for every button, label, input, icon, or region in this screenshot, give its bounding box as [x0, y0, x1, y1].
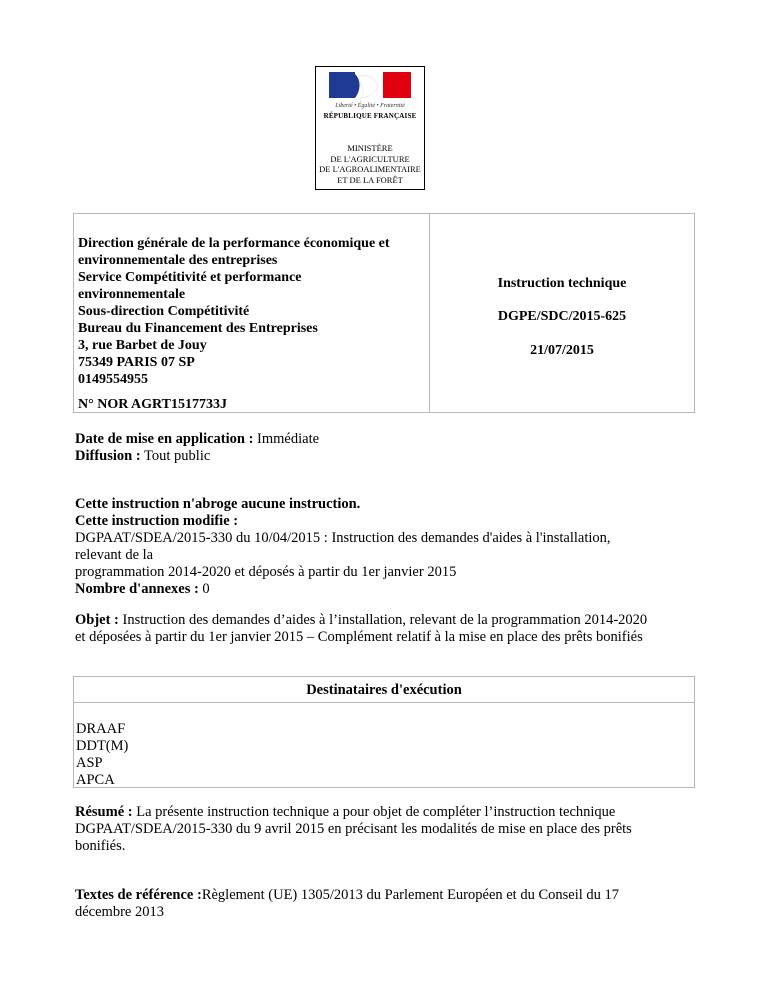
- ministry-line: ET DE LA FORÊT: [337, 174, 403, 185]
- objet-line: Objet : Instruction des demandes d’aides à l’installation, relevant de la programmation 2014-2020: [75, 612, 648, 628]
- ministry-line: DE L'AGRICULTURE: [330, 153, 410, 164]
- modifie-line: relevant de la: [75, 547, 154, 563]
- list-item: DDT(M): [76, 738, 129, 754]
- destinataires-list: [76, 721, 128, 789]
- list-item: DRAAF: [76, 721, 126, 737]
- textes-line: Textes de référence :Règlement (UE) 1305/2013 du Parlement Européen et du Conseil du 17: [75, 887, 620, 903]
- header-table: [73, 213, 695, 413]
- header-instruction-cell: [430, 214, 694, 412]
- doc-date: 21/07/2015: [530, 343, 594, 358]
- diffusion: Diffusion : Tout public: [75, 448, 211, 464]
- textes-line: décembre 2013: [75, 904, 164, 920]
- logo-republic: RÉPUBLIQUE FRANÇAISE: [323, 112, 417, 120]
- org-line: Direction générale de la performance économique et: [78, 236, 390, 251]
- org-line: 75349 PARIS 07 SP: [78, 355, 195, 370]
- header-org-cell: [74, 214, 430, 412]
- modifications: [75, 496, 705, 598]
- org-line: Bureau du Financement des Entreprises: [78, 321, 318, 336]
- org-address: [78, 235, 428, 388]
- nor-number: N° NOR AGRT1517733J: [78, 397, 228, 412]
- marianne-flag-icon: [315, 66, 425, 106]
- resume-line: bonifiés.: [75, 838, 126, 854]
- org-line: environnementale des entreprises: [78, 253, 278, 268]
- doc-reference: DGPE/SDC/2015-625: [497, 309, 627, 324]
- modifie-line: programmation 2014-2020 et déposés à partir du 1er janvier 2015: [75, 564, 457, 580]
- modifie-line: DGPAAT/SDEA/2015-330 du 10/04/2015 : Instruction des demandes d'aides à l'installation,: [75, 530, 611, 546]
- destinataires-table: [73, 676, 695, 788]
- modifie-label: Cette instruction modifie :: [75, 513, 239, 529]
- resume-line: Résumé : La présente instruction technique a pour objet de compléter l’instruction technique: [75, 804, 616, 820]
- list-item: APCA: [76, 772, 115, 788]
- abroge-statement: Cette instruction n'abroge aucune instruction.: [75, 496, 361, 512]
- textes-reference: [75, 887, 705, 921]
- destinataires-title: Destinataires d'exécution: [74, 677, 694, 703]
- org-line: Sous-direction Compétitivité: [78, 304, 250, 319]
- list-item: ASP: [76, 755, 103, 771]
- application-date: Date de mise en application : Immédiate: [75, 431, 320, 447]
- org-line: 0149554955: [78, 372, 148, 387]
- org-line: Service Compétitivité et performance: [78, 270, 302, 285]
- ministry-line: DE L'AGROALIMENTAIRE: [319, 164, 421, 174]
- resume-line: DGPAAT/SDEA/2015-330 du 9 avril 2015 en précisant les modalités de mise en place des prêts: [75, 821, 632, 837]
- logo-motto: Liberté • Égalité • Fraternité: [335, 103, 405, 109]
- objet: [75, 612, 705, 646]
- org-line: environnementale: [78, 287, 186, 302]
- annexes-count: Nombre d'annexes : 0: [75, 581, 210, 597]
- resume: [75, 804, 705, 855]
- objet-line: et déposées à partir du 1er janvier 2015 – Complément relatif à la mise en place des prêts bonifiés: [75, 629, 643, 645]
- logo-ministry: [300, 143, 440, 185]
- org-line: 3, rue Barbet de Jouy: [78, 338, 207, 353]
- application-info: [75, 431, 705, 465]
- doc-type: Instruction technique: [497, 276, 627, 291]
- ministry-line: MINISTÈRE: [347, 143, 393, 153]
